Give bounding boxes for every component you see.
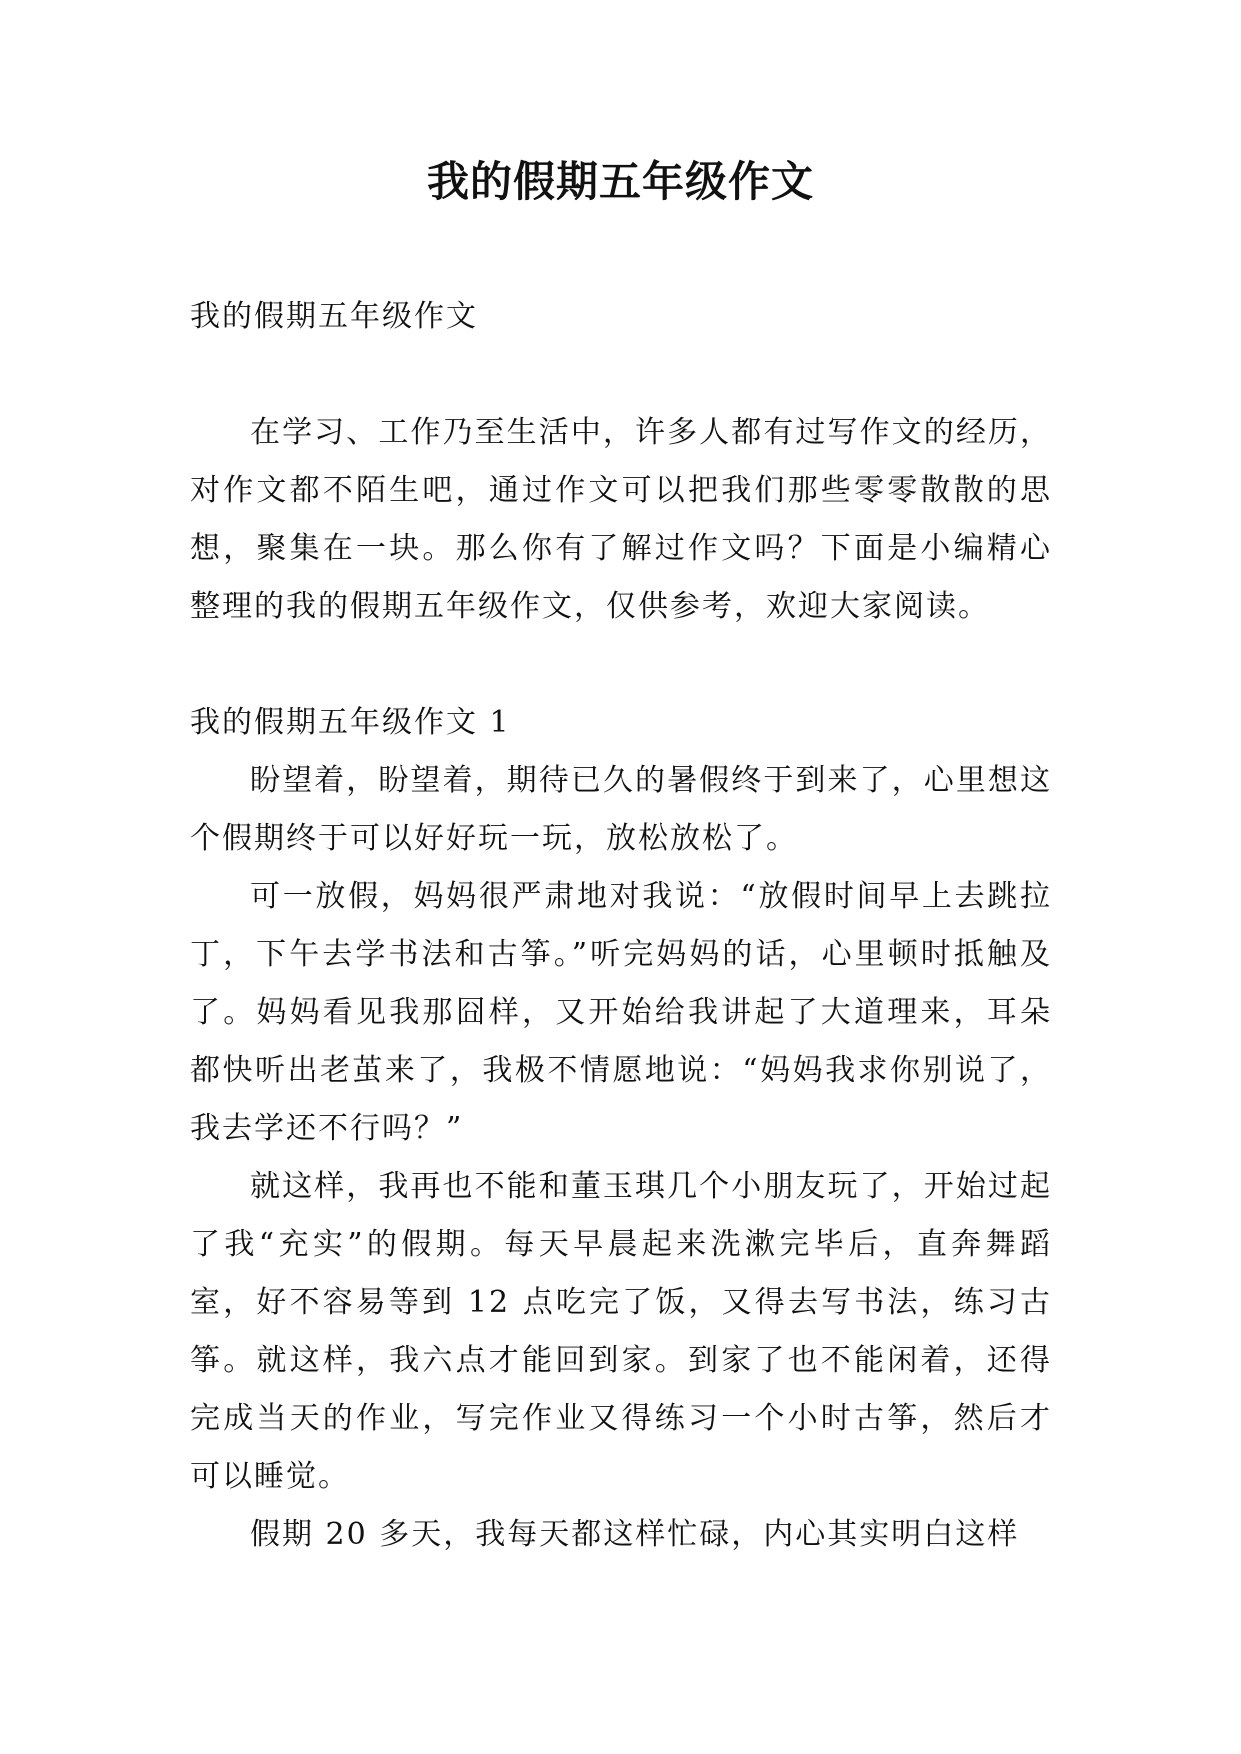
body-paragraph: 可一放假，妈妈很严肃地对我说：“放假时间早上去跳拉丁，下午去学书法和古筝。”听完妈妈的话，心里顿时抵触及了。妈妈看见我那囧样，又开始给我讲起了大道理来，耳朵都快听出老茧来了，我极不情愿地说：“妈妈我求你别说了，我去学还不行吗？” — [190, 879, 1052, 1146]
section-heading: 我的假期五年级作文 1 — [190, 705, 511, 740]
document-body — [190, 288, 1052, 1564]
body-paragraph: 就这样，我再也不能和董玉琪几个小朋友玩了，开始过起了我“充实”的假期。每天早晨起来洗漱完毕后，直奔舞蹈室，好不容易等到 12 点吃完了饭，又得去写书法，练习古筝。就这样，我六点才能回到家。到家了也不能闲着，还得完成当天的作业，写完作业又得练习一个小时古筝，然后才可以睡觉。 — [190, 1169, 1052, 1494]
body-paragraph: 盼望着，盼望着，期待已久的暑假终于到来了，心里想这个假期终于可以好好玩一玩，放松放松了。 — [190, 763, 1052, 856]
body-paragraph: 假期 20 多天，我每天都这样忙碌，内心其实明白这样 — [250, 1517, 1020, 1552]
intro-paragraph: 在学习、工作乃至生活中，许多人都有过写作文的经历，对作文都不陌生吧，通过作文可以把我们那些零零散散的思想，聚集在一块。那么你有了解过作文吗？下面是小编精心整理的我的假期五年级作文，仅供参考，欢迎大家阅读。 — [190, 415, 1052, 624]
document-subtitle: 我的假期五年级作文 — [190, 299, 478, 334]
document-title: 我的假期五年级作文 — [426, 157, 814, 206]
